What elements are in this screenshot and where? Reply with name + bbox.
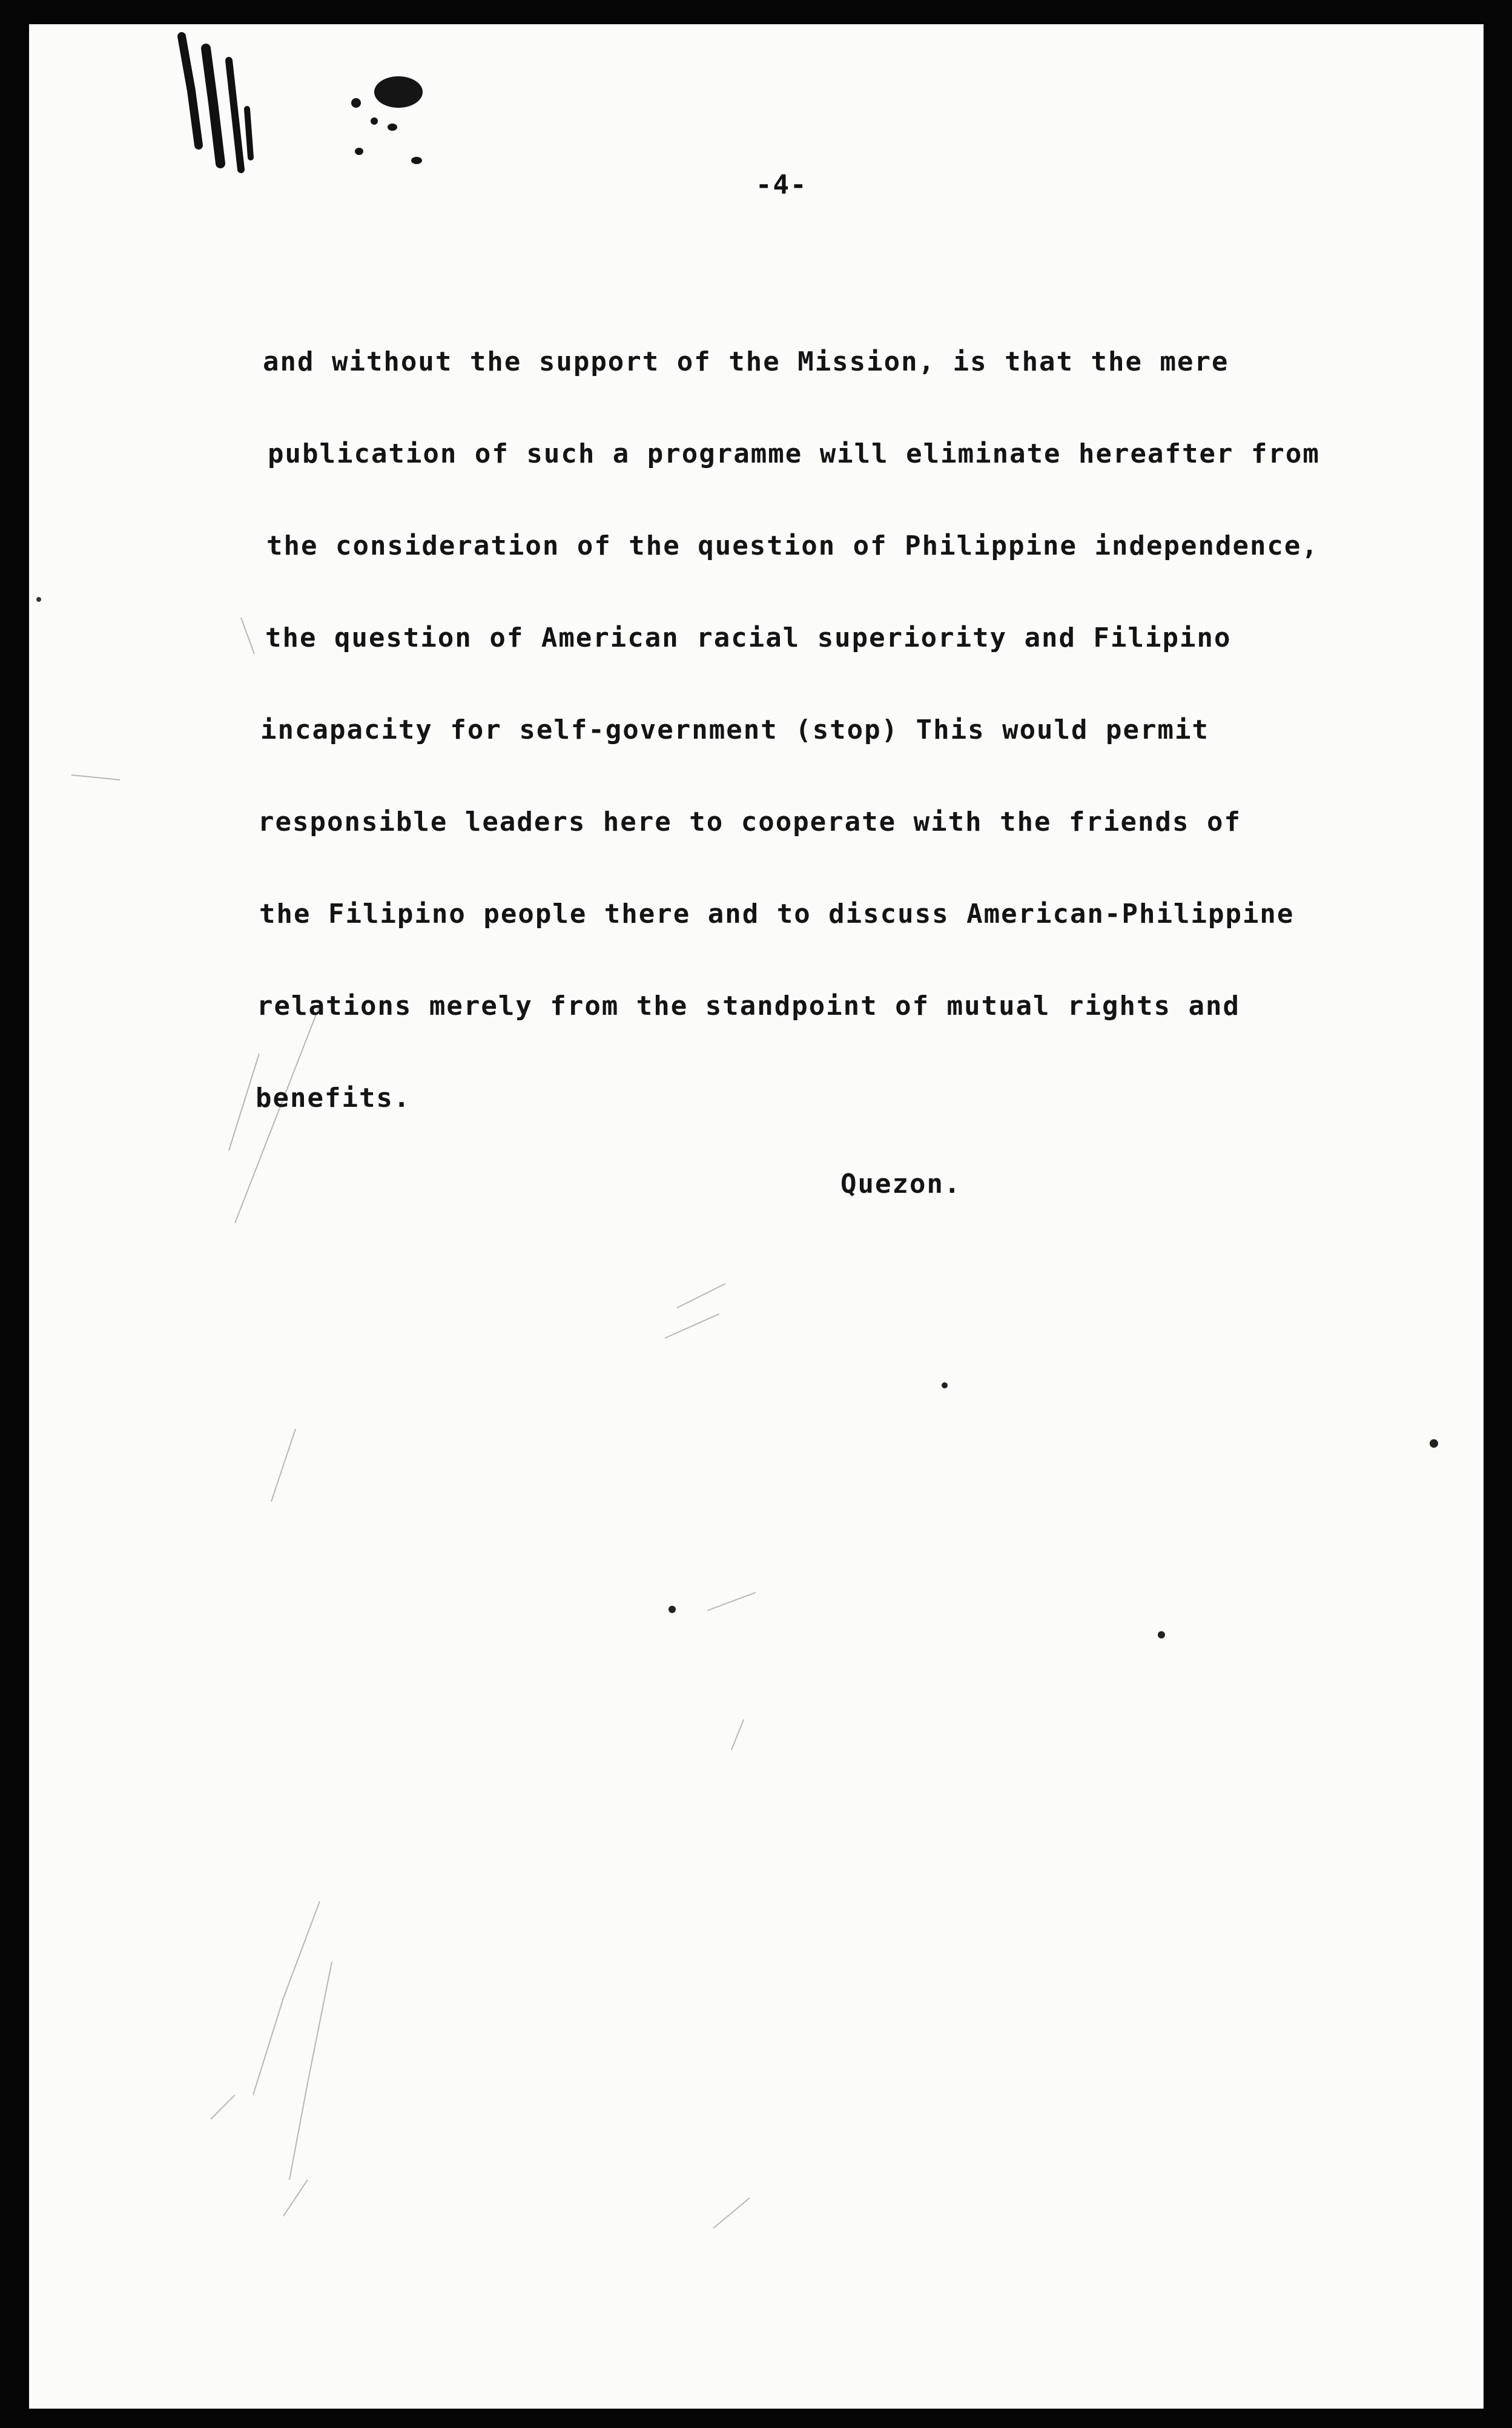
text-line: and without the support of the Mission, is that the mere <box>263 346 1229 377</box>
scratch <box>677 1284 725 1308</box>
signature: Quezon. <box>840 1169 962 1199</box>
scratch <box>283 2180 308 2216</box>
ink-blot <box>351 98 361 108</box>
punch-mark <box>247 109 251 157</box>
speck <box>1158 1631 1165 1638</box>
ink-blot <box>411 157 422 164</box>
scratch <box>289 1962 332 2180</box>
scratch <box>71 775 120 780</box>
punch-mark <box>206 48 220 163</box>
punch-mark <box>229 61 241 170</box>
text-line: publication of such a programme will eliminate hereafter from <box>268 438 1320 469</box>
text-line: the consideration of the question of Philippine independence, <box>266 530 1319 561</box>
text-line: benefits. <box>256 1083 411 1113</box>
page-number: -4- <box>756 170 808 200</box>
scratch <box>707 1592 756 1611</box>
speck <box>669 1606 676 1613</box>
text-line: the Filipino people there and to discuss American-Philippine <box>259 899 1295 929</box>
scratch <box>241 618 254 654</box>
ink-blot <box>371 117 378 125</box>
scratch <box>253 1901 320 2095</box>
text-line: incapacity for self-government (stop) This would permit <box>260 714 1209 745</box>
text-line: relations merely from the standpoint of mutual rights and <box>257 991 1240 1021</box>
speck <box>36 597 41 602</box>
speck <box>1430 1439 1438 1448</box>
ink-blot <box>355 148 363 155</box>
scratch <box>731 1720 744 1750</box>
scratch <box>211 2095 235 2119</box>
ink-blot <box>388 124 397 131</box>
text-line: the question of American racial superiority and Filipino <box>265 622 1232 653</box>
letter-body <box>256 316 1413 1144</box>
ink-blot <box>374 76 423 108</box>
scratch <box>271 1429 295 1502</box>
scratch <box>713 2198 750 2228</box>
punch-mark <box>182 36 199 145</box>
typewritten-page <box>29 24 1484 2409</box>
speck <box>942 1382 948 1388</box>
scratch <box>229 1054 259 1150</box>
scratch <box>665 1314 719 1338</box>
text-line: responsible leaders here to cooperate with the friends of <box>258 807 1241 837</box>
